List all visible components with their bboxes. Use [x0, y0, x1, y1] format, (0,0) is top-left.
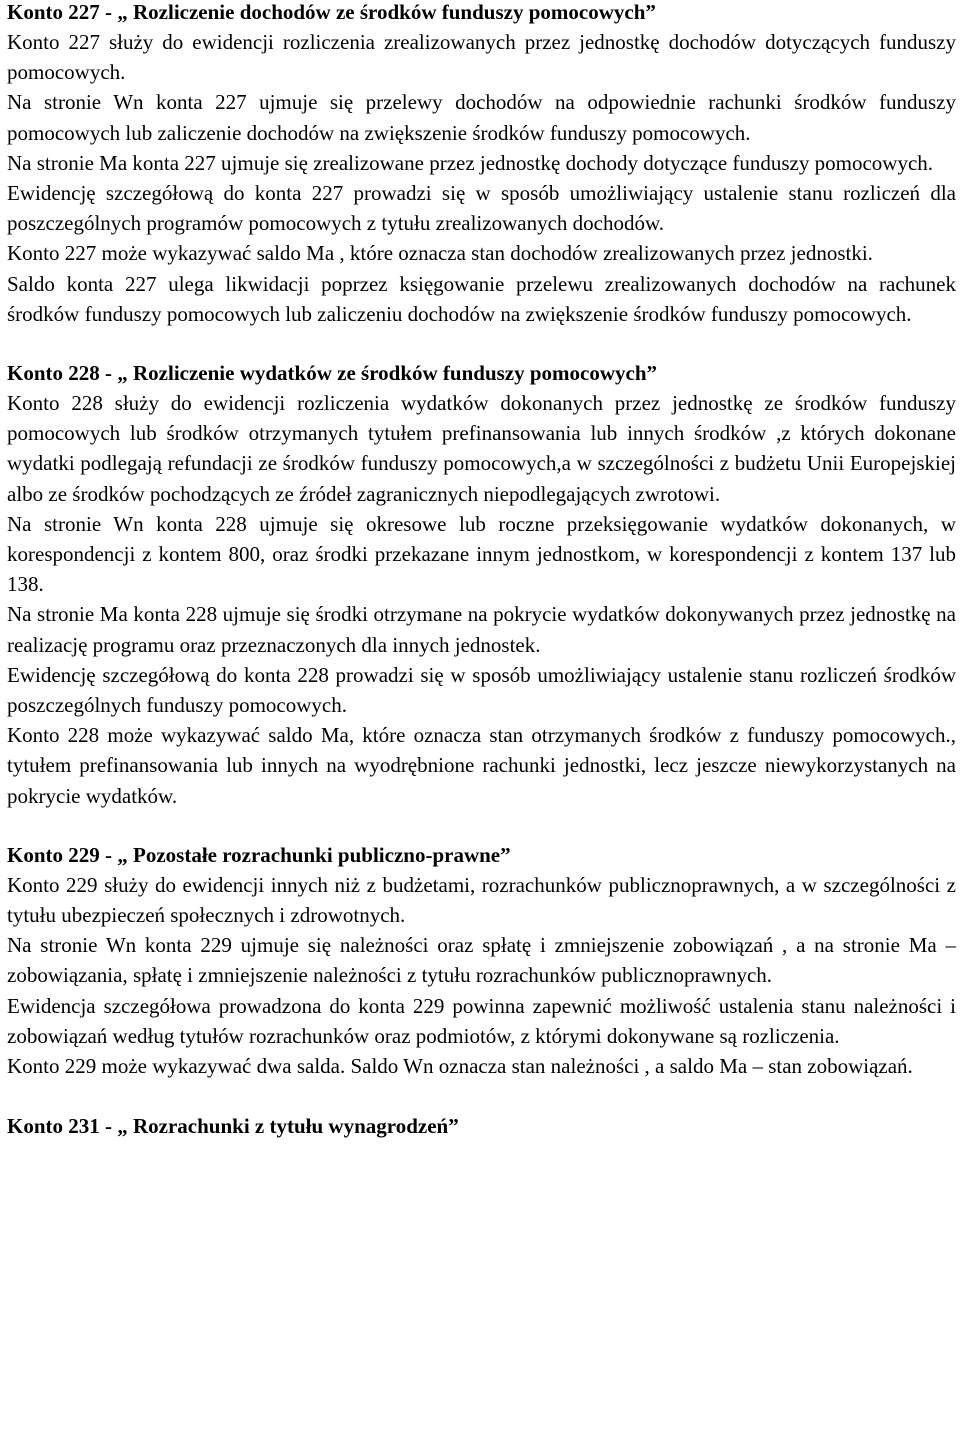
section-heading: Konto 227 - „ Rozliczenie dochodów ze środków funduszy pomocowych”	[7, 0, 656, 24]
paragraph: Saldo konta 227 ulega likwidacji poprzez księgowanie przelewu zrealizowanych dochodów na rachunek środków funduszy pomocowych lub zaliczeniu dochodów na zwiększenie środków funduszy pomocowych.	[7, 271, 956, 326]
section-konto-229	[7, 840, 956, 1081]
paragraph: Konto 229 służy do ewidencji innych niż z budżetami, rozrachunków publicznoprawnych, a w szczególności z tytułu ubezpieczeń społecznych i zdrowotnych.	[7, 872, 956, 928]
paragraph: Na stronie Ma konta 227 ujmuje się zrealizowane przez jednostkę dochody dotyczące funduszy pomocowych.	[7, 150, 934, 175]
section-konto-228	[7, 358, 956, 811]
paragraph: Na stronie Wn konta 227 ujmuje się przelewy dochodów na odpowiednie rachunki środków funduszy pomocowych lub zaliczenie dochodów na zwiększenie środków funduszy pomocowych.	[7, 90, 956, 145]
paragraph: Ewidencję szczegółową do konta 227 prowadzi się w sposób umożliwiający ustalenie stanu rozliczeń dla poszczególnych programów pomocowych z tytułu zrealizowanych dochodów.	[7, 181, 956, 236]
section-heading: Konto 231 - „ Rozrachunki z tytułu wynagrodzeń”	[7, 1114, 459, 1139]
section-spacer	[7, 811, 956, 840]
paragraph: Konto 227 służy do ewidencji rozliczenia zrealizowanych przez jednostkę dochodów dotyczących funduszy pomocowych.	[7, 30, 956, 85]
section-spacer	[7, 1081, 956, 1111]
section-konto-231	[7, 1111, 956, 1141]
paragraph: Na stronie Wn konta 229 ujmuje się należności oraz spłatę i zmniejszenie zobowiązań , a na stronie Ma – zobowiązania, spłatę i zmniejszenie należności z tytułu rozrachunków publicznoprawnych.	[7, 933, 956, 988]
paragraph: Konto 229 może wykazywać dwa salda. Saldo Wn oznacza stan należności , a saldo Ma – stan zobowiązań.	[7, 1054, 913, 1079]
paragraph: Na stronie Ma konta 228 ujmuje się środki otrzymane na pokrycie wydatków dokonywanych przez jednostkę na realizację programu oraz przeznaczonych dla innych jednostek.	[7, 602, 956, 657]
paragraph: Konto 228 może wykazywać saldo Ma, które oznacza stan otrzymanych środków z funduszy pomocowych., tytułem prefinansowania lub innych na wyodrębnione rachunki jednostki, lecz jeszcze niewykorzystanych na pokrycie wydatków.	[7, 723, 956, 808]
section-heading: Konto 228 - „ Rozliczenie wydatków ze środków funduszy pomocowych”	[7, 361, 658, 386]
paragraph: Konto 228 służy do ewidencji rozliczenia wydatków dokonanych przez jednostkę ze środków funduszy pomocowych lub środków otrzymanych tytułem prefinansowania lub innych środków ,z których dokonane wydatki podlegają refundacji ze środków funduszy pomocowych,a w szczególności z budżetu Unii Europejskiej albo ze środków pochodzących ze źródeł zagranicznych niepodlegających zwrotowi.	[7, 391, 956, 506]
paragraph: Konto 227 może wykazywać saldo Ma , które oznacza stan dochodów zrealizowanych przez jednostki.	[7, 241, 873, 266]
section-heading: Konto 229 - „ Pozostałe rozrachunki publiczno-prawne”	[7, 842, 511, 867]
section-konto-227	[7, 0, 956, 329]
paragraph: Na stronie Wn konta 228 ujmuje się okresowe lub roczne przeksięgowanie wydatków dokonanych, w korespondencji z kontem 800, oraz środki przekazane innym jednostkom, w korespondencji z kontem 137 lub 138.	[7, 511, 956, 597]
section-spacer	[7, 329, 956, 358]
paragraph: Ewidencja szczegółowa prowadzona do konta 229 powinna zapewnić możliwość ustalenia stanu należności i zobowiązań według tytułów rozrachunków oraz podmiotów, z którymi dokonywane są rozliczenia.	[7, 993, 956, 1048]
paragraph: Ewidencję szczegółową do konta 228 prowadzi się w sposób umożliwiający ustalenie stanu rozliczeń środków poszczególnych funduszy pomocowych.	[7, 662, 956, 718]
